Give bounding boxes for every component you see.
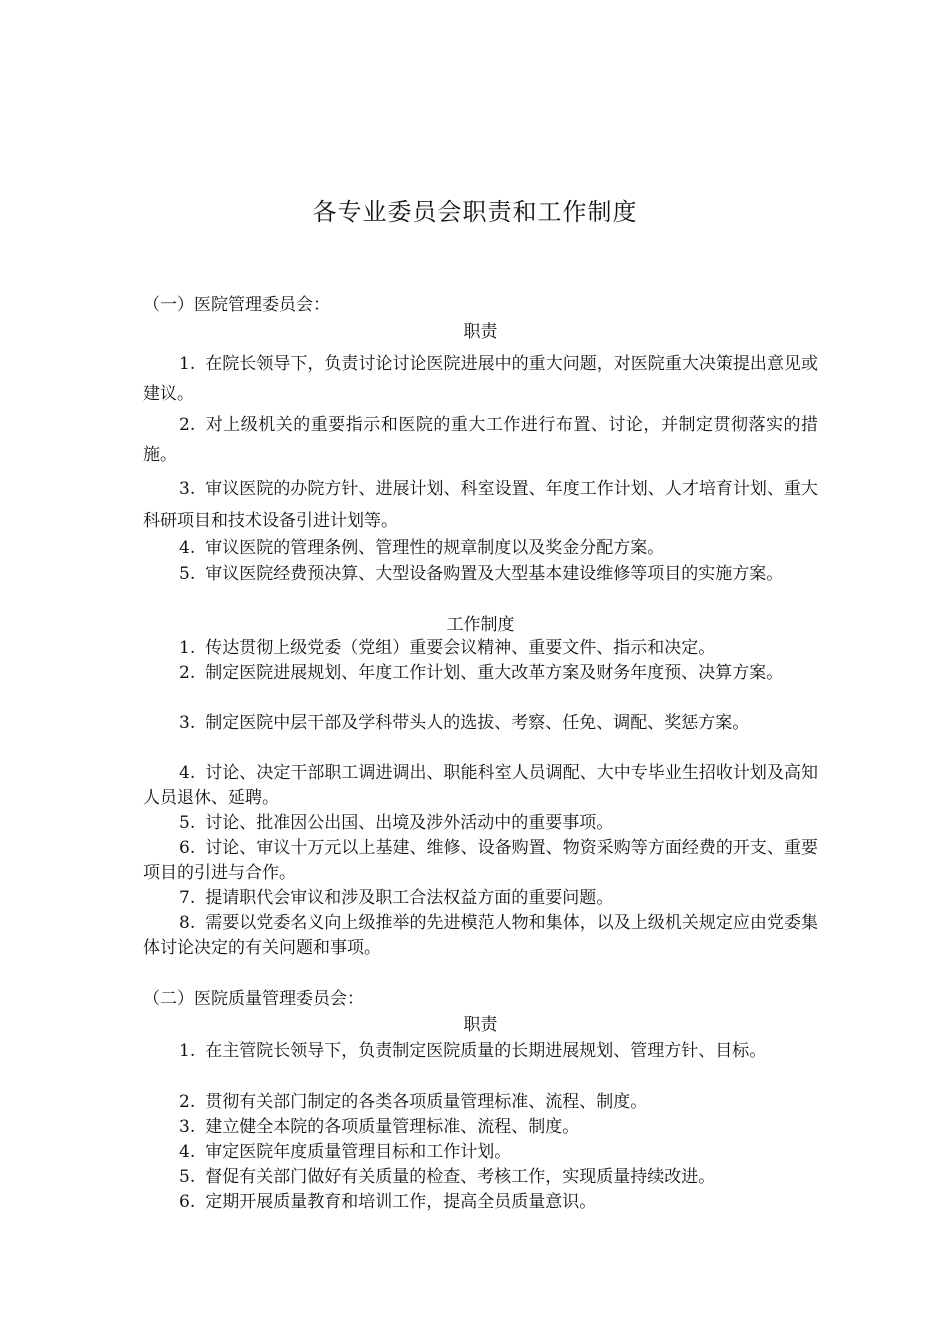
list-item: 1. 传达贯彻上级党委（党组）重要会议精神、重要文件、指示和决定。 <box>179 638 716 658</box>
list-item: 2. 对上级机关的重要指示和医院的重大工作进行布置、讨论，并制定贯彻落实的措施。 <box>143 415 818 465</box>
list-item: 5. 讨论、批准因公出国、出境及涉外活动中的重要事项。 <box>179 813 614 833</box>
list-item: 1. 在主管院长领导下，负责制定医院质量的长期进展规划、管理方针、目标。 <box>179 1041 767 1061</box>
list-item: 1. 在院长领导下，负责讨论讨论医院进展中的重大问题，对医院重大决策提出意见或建议。 <box>143 354 818 404</box>
section-heading: （二）医院质量管理委员会： <box>143 989 364 1009</box>
list-item: 4. 讨论、决定干部职工调进调出、职能科室人员调配、大中专毕业生招收计划及高知人员退休、延聘。 <box>143 763 818 808</box>
list-item: 4. 审议医院的管理条例、管理性的规章制度以及奖金分配方案。 <box>179 538 665 558</box>
subsection-heading: 职责 <box>463 322 498 342</box>
list-item: 2. 贯彻有关部门制定的各类各项质量管理标准、流程、制度。 <box>179 1092 648 1112</box>
section-heading: （一）医院管理委员会： <box>143 295 330 315</box>
subsection-heading: 工作制度 <box>446 615 515 635</box>
list-item: 5. 审议医院经费预决算、大型设备购置及大型基本建设维修等项目的实施方案。 <box>179 564 784 584</box>
subsection-heading: 职责 <box>463 1015 498 1035</box>
list-item: 2. 制定医院进展规划、年度工作计划、重大改革方案及财务年度预、决算方案。 <box>179 663 784 683</box>
list-item: 3. 建立健全本院的各项质量管理标准、流程、制度。 <box>179 1117 580 1137</box>
document-title: 各专业委员会职责和工作制度 <box>312 198 638 226</box>
list-item: 5. 督促有关部门做好有关质量的检查、考核工作，实现质量持续改进。 <box>179 1167 716 1187</box>
list-item: 3. 审议医院的办院方针、进展计划、科室设置、年度工作计划、人才培育计划、重大科研项目和技术设备引进计划等。 <box>143 479 818 531</box>
list-item: 4. 审定医院年度质量管理目标和工作计划。 <box>179 1142 512 1162</box>
list-item: 7. 提请职代会审议和涉及职工合法权益方面的重要问题。 <box>179 888 614 908</box>
list-item: 8. 需要以党委名义向上级推举的先进模范人物和集体，以及上级机关规定应由党委集体讨论决定的有关问题和事项。 <box>143 913 818 958</box>
list-item: 6. 讨论、审议十万元以上基建、维修、设备购置、物资采购等方面经费的开支、重要项目的引进与合作。 <box>143 838 818 883</box>
list-item: 6. 定期开展质量教育和培训工作，提高全员质量意识。 <box>179 1192 597 1212</box>
list-item: 3. 制定医院中层干部及学科带头人的选拔、考察、任免、调配、奖惩方案。 <box>179 713 750 733</box>
